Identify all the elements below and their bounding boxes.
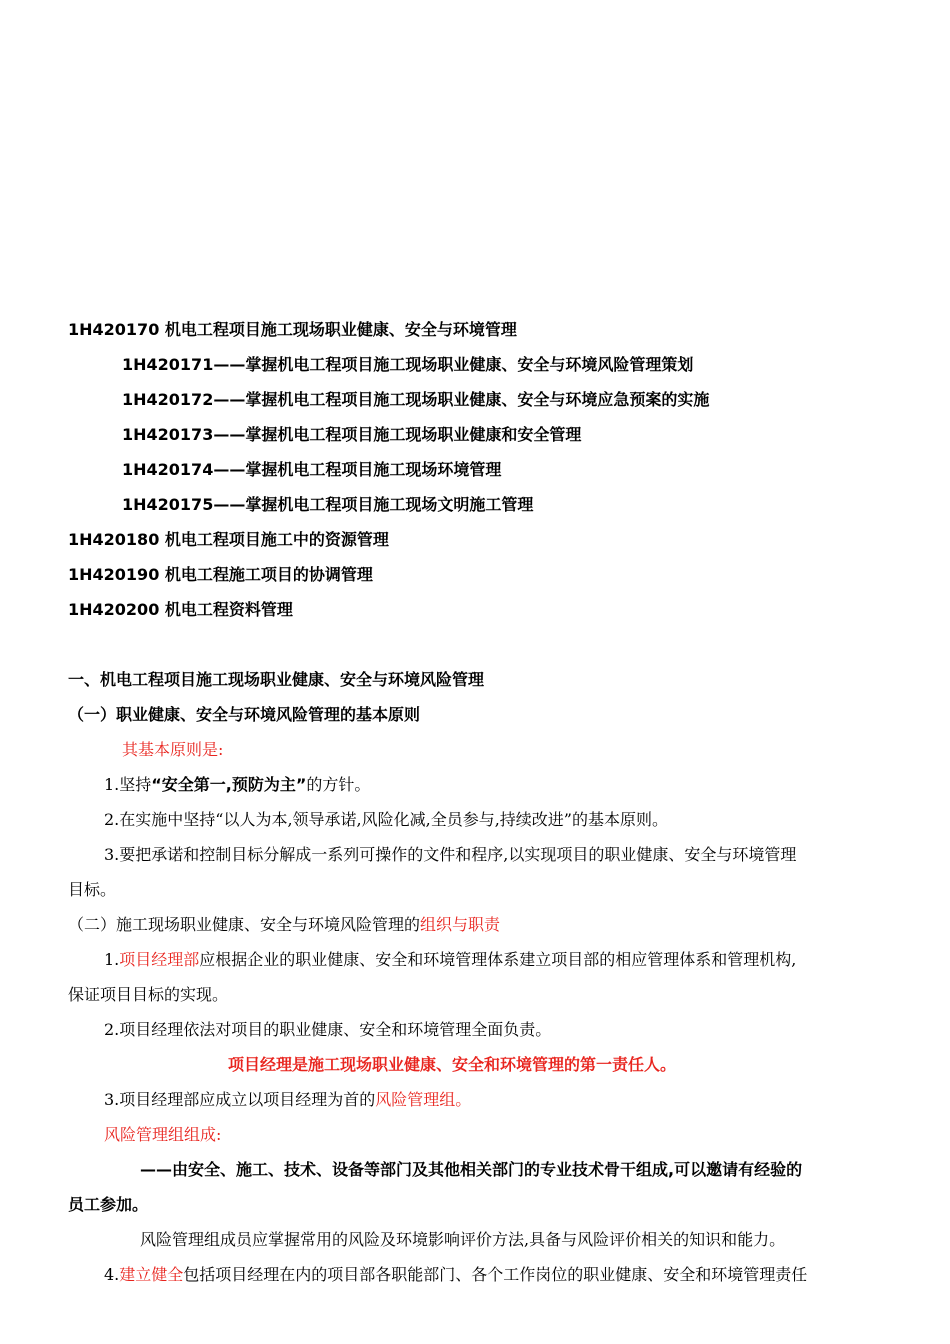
organization-item-2: 2.项目经理依法对项目的职业健康、安全和环境管理全面负责。 (104, 1020, 552, 1039)
principle-2: 2.在实施中坚持“以人为本,领导承诺,风险化减,全员参与,持续改进”的基本原则。 (104, 810, 668, 829)
organization-item-4 (104, 1265, 807, 1285)
organization-emphasis: 项目经理是施工现场职业健康、安全和环境管理的第一责任人。 (228, 1055, 677, 1074)
toc-item-1h420172: 1H420172——掌握机电工程项目施工现场职业健康、安全与环境应急预案的实施 (122, 390, 710, 409)
subsection-organization-prefix: （二）施工现场职业健康、安全与环境风险管理的 (68, 915, 421, 934)
principle-1-suffix: 的方针。 (306, 775, 371, 794)
organization-item-1-highlight: 项目经理部 (119, 950, 200, 969)
toc-heading-1h420180: 1H420180 机电工程项目施工中的资源管理 (68, 530, 389, 549)
toc-heading-1h420200: 1H420200 机电工程资料管理 (68, 600, 293, 619)
principle-3-line1: 3.要把承诺和控制目标分解成一系列可操作的文件和程序,以实现项目的职业健康、安全与环境管理 (104, 845, 797, 864)
organization-item-3 (104, 1090, 471, 1110)
organization-item-3-text: 3.项目经理部应成立以项目经理为首的 (104, 1090, 376, 1109)
organization-item-4-text: 包括项目经理在内的项目部各职能部门、各个工作岗位的职业健康、安全和环境管理责任 (183, 1265, 808, 1284)
subsection-organization-highlight: 组织与职责 (420, 915, 501, 934)
organization-item-4-number: 4. (104, 1265, 120, 1284)
principle-1 (104, 775, 370, 795)
organization-item-4-highlight: 建立健全 (119, 1265, 184, 1284)
organization-item-3-highlight: 风险管理组。 (375, 1090, 472, 1109)
risk-group-label: 风险管理组组成: (104, 1125, 222, 1144)
toc-item-1h420175: 1H420175——掌握机电工程项目施工现场文明施工管理 (122, 495, 534, 514)
risk-group-ability: 风险管理组成员应掌握常用的风险及环境影响评价方法,具备与风险评价相关的知识和能力。 (140, 1230, 786, 1249)
principle-1-prefix: 1.坚持 (104, 775, 152, 794)
section-title: 一、机电工程项目施工现场职业健康、安全与环境风险管理 (68, 670, 485, 689)
subsection-title-organization (68, 915, 500, 935)
toc-item-1h420171: 1H420171——掌握机电工程项目施工现场职业健康、安全与环境风险管理策划 (122, 355, 694, 374)
principle-3-line2: 目标。 (68, 880, 117, 899)
risk-group-composition-line2: 员工参加。 (68, 1195, 149, 1214)
toc-item-1h420173: 1H420173——掌握机电工程项目施工现场职业健康和安全管理 (122, 425, 582, 444)
organization-item-1-line2: 保证项目目标的实现。 (68, 985, 229, 1004)
principle-1-motto: “安全第一,预防为主” (151, 775, 307, 794)
organization-item-1-line1 (104, 950, 796, 970)
organization-item-1-number: 1. (104, 950, 120, 969)
risk-group-composition-line1: ——由安全、施工、技术、设备等部门及其他相关部门的专业技术骨干组成,可以邀请有经验的 (140, 1160, 803, 1179)
organization-item-1-text: 应根据企业的职业健康、安全和环境管理体系建立项目部的相应管理体系和管理机构, (199, 950, 797, 969)
toc-item-1h420174: 1H420174——掌握机电工程项目施工现场环境管理 (122, 460, 502, 479)
toc-heading-1h420190: 1H420190 机电工程施工项目的协调管理 (68, 565, 373, 584)
principles-intro: 其基本原则是: (122, 740, 224, 759)
subsection-title-principles: （一）职业健康、安全与环境风险管理的基本原则 (68, 705, 421, 724)
toc-heading-1h420170: 1H420170 机电工程项目施工现场职业健康、安全与环境管理 (68, 320, 517, 339)
